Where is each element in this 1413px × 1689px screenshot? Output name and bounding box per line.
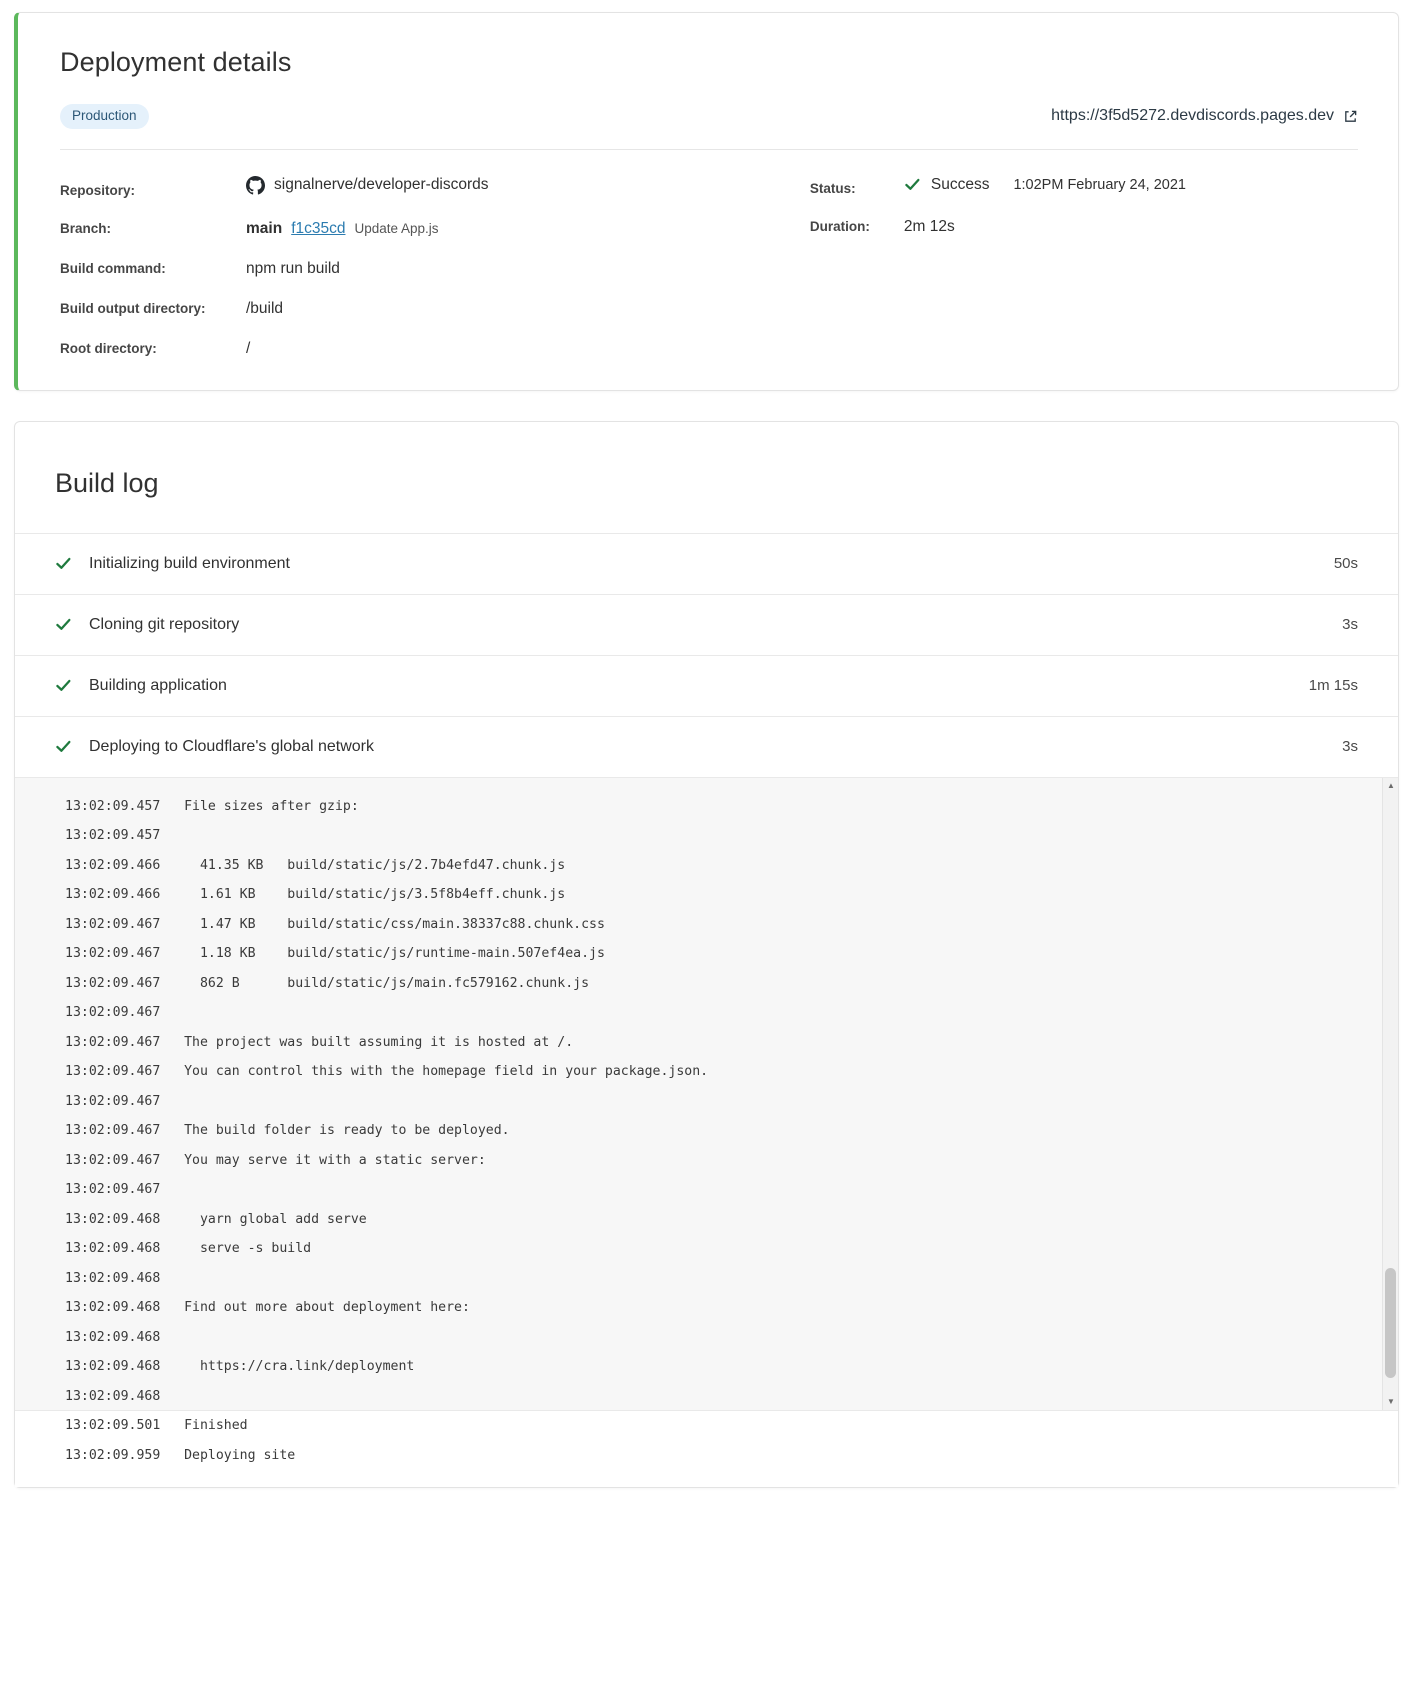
build-log-line: 13:02:09.467 862 B build/static/js/main.fc579162.chunk.js <box>65 975 590 991</box>
branch-value-wrap <box>246 220 439 238</box>
build-log-line: 13:02:09.457 <box>65 828 161 843</box>
build-log-line: 13:02:09.467 You can control this with the homepage field in your package.json. <box>65 1064 709 1079</box>
check-icon <box>55 677 72 694</box>
build-log-line: 13:02:09.468 Find out more about deployment here: <box>65 1300 470 1315</box>
build-step-deploying[interactable] <box>15 716 1398 777</box>
build-log-line: 13:02:09.467 You may serve it with a static server: <box>65 1152 486 1168</box>
build-step-duration: 1m 15s <box>1308 677 1358 694</box>
root-directory-label: Root directory: <box>60 340 157 356</box>
commit-message: Update App.js <box>354 221 439 236</box>
build-log-line: 13:02:09.467 <box>65 1093 161 1109</box>
build-log-line: 13:02:09.466 1.61 KB build/static/js/3.5f8b4eff.chunk.js <box>65 887 566 902</box>
build-step-duration: 3s <box>1342 616 1358 633</box>
status-label: Status: <box>809 181 856 196</box>
build-step-left <box>55 738 374 756</box>
build-log-line: 13:02:09.466 41.35 KB build/static/js/2.7b4efd47.chunk.js <box>65 857 566 873</box>
branch-value: main <box>246 219 283 237</box>
deployment-url-text: https://3f5d5272.devdiscords.pages.dev <box>1051 107 1334 125</box>
build-step-left <box>55 677 227 695</box>
scrollbar-thumb[interactable] <box>1385 1268 1396 1378</box>
build-log-output <box>15 777 1398 1463</box>
field-build-output-directory <box>60 300 800 318</box>
build-log-line: 13:02:09.468 https://cra.link/deployment <box>65 1359 415 1374</box>
build-step-duration: 50s <box>1333 555 1358 572</box>
build-log-line: 13:02:09.468 yarn global add serve <box>65 1211 367 1227</box>
deployment-url-link[interactable] <box>1051 107 1358 125</box>
build-log-scrollbar[interactable] <box>1382 778 1398 1410</box>
deployment-fields-left <box>60 176 800 358</box>
check-icon <box>55 555 72 572</box>
check-icon <box>55 616 72 633</box>
build-log-line: 13:02:09.457 File sizes after gzip: <box>65 798 359 814</box>
build-step-building[interactable] <box>15 655 1398 716</box>
field-status <box>810 176 1358 197</box>
duration-value: 2m 12s <box>903 218 955 235</box>
build-log-line: 13:02:09.467 1.47 KB build/static/css/main.38337c88.chunk.css <box>65 916 605 932</box>
build-log-line: 13:02:09.467 The project was built assuming it is hosted at /. <box>65 1034 574 1050</box>
build-command-label: Build command: <box>60 260 166 276</box>
scroll-up-arrow-icon[interactable]: ▲ <box>1387 781 1395 790</box>
build-step-left <box>55 555 290 573</box>
status-badge <box>904 176 1186 194</box>
build-output-value: /build <box>246 299 284 317</box>
build-output-label: Build output directory: <box>60 300 206 316</box>
build-step-label: Cloning git repository <box>89 615 240 633</box>
field-branch <box>60 220 800 238</box>
build-log-title: Build log <box>55 467 159 498</box>
field-root-directory <box>60 340 800 358</box>
repository-value-wrap[interactable] <box>246 176 489 195</box>
check-icon <box>55 738 72 755</box>
page-title: Deployment details <box>60 47 292 77</box>
duration-label: Duration: <box>809 219 870 234</box>
repository-value: signalnerve/developer-discords <box>274 176 489 193</box>
build-log-line: 13:02:09.959 Deploying site <box>65 1447 296 1463</box>
build-step-cloning[interactable] <box>15 594 1398 655</box>
deployment-fields-right <box>800 176 1358 358</box>
deployment-details-card <box>14 12 1399 391</box>
build-step-initializing[interactable] <box>15 533 1398 594</box>
build-step-label: Building application <box>89 676 227 694</box>
build-step-duration: 3s <box>1342 738 1358 755</box>
field-repository <box>60 176 800 198</box>
scroll-down-arrow-icon[interactable]: ▼ <box>1387 1397 1395 1406</box>
root-directory-value: / <box>246 339 251 357</box>
build-step-left <box>55 616 239 634</box>
build-log-scroll-area[interactable] <box>15 778 1398 1463</box>
build-log-line: 13:02:09.467 <box>65 1005 161 1020</box>
build-log-line: 13:02:09.467 1.18 KB build/static/js/runtime-main.507ef4ea.js <box>65 946 605 961</box>
build-command-value: npm run build <box>246 259 340 277</box>
build-log-card <box>14 421 1399 1488</box>
build-log-line: 13:02:09.468 <box>65 1270 161 1286</box>
branch-label: Branch: <box>60 220 112 236</box>
build-step-label: Initializing build environment <box>89 554 290 572</box>
field-duration <box>810 218 1358 236</box>
repository-label: Repository: <box>60 182 136 198</box>
deployment-summary-row <box>60 104 1358 150</box>
deployment-fields <box>60 150 1358 358</box>
build-log-line: 13:02:09.468 <box>65 1388 161 1404</box>
build-log-line: 13:02:09.468 serve -s build <box>65 1241 312 1256</box>
field-build-command <box>60 260 800 278</box>
environment-badge: Production <box>60 104 149 129</box>
build-step-label: Deploying to Cloudflare's global network <box>89 737 374 755</box>
commit-hash-link[interactable]: f1c35cd <box>291 219 346 237</box>
build-log-line: 13:02:09.501 Finished <box>65 1418 248 1433</box>
status-value: Success <box>930 175 990 193</box>
github-icon <box>246 176 265 195</box>
build-log-line: 13:02:09.468 <box>65 1329 161 1345</box>
external-link-icon <box>1343 109 1358 124</box>
build-log-line: 13:02:09.467 The build folder is ready to be deployed. <box>65 1123 510 1138</box>
status-timestamp: 1:02PM February 24, 2021 <box>1013 176 1186 193</box>
check-icon <box>904 176 921 193</box>
build-log-line: 13:02:09.467 <box>65 1182 161 1197</box>
